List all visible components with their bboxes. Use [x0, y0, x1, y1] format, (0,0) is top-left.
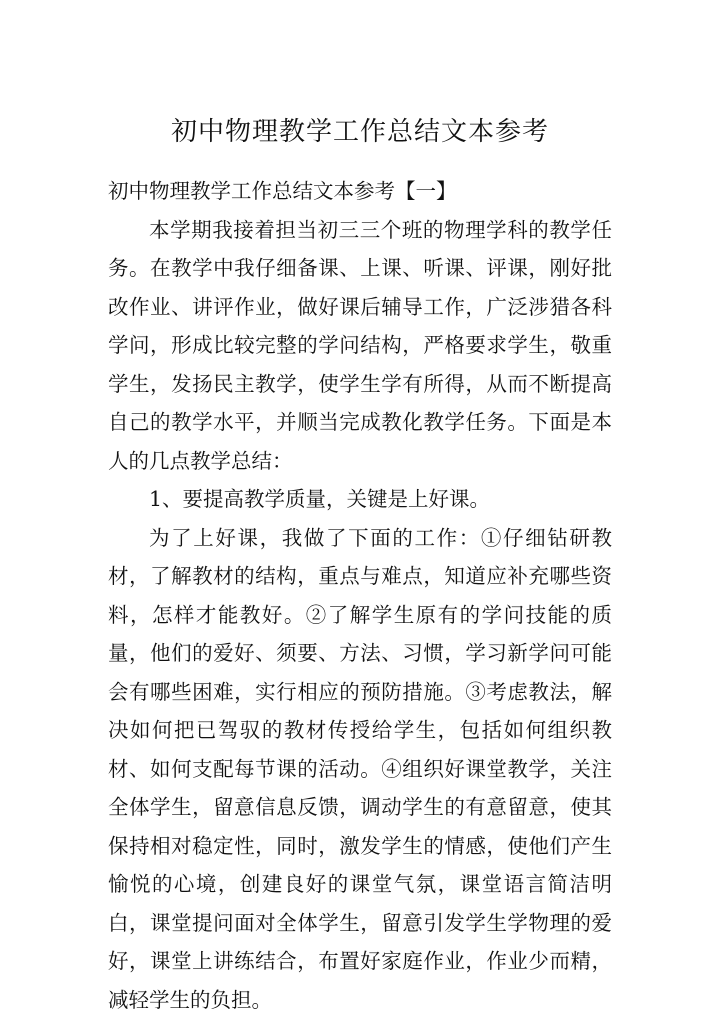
section-heading: 初中物理教学工作总结文本参考【一】: [108, 172, 612, 211]
paragraph-work-details: 为了上好课，我做了下面的工作：①仔细钻研教材，了解教材的结构，重点与难点，知道应补充哪些资料，怎样才能教好。②了解学生原有的学问技能的质量，他们的爱好、须要、方法、习惯，学习新学问可能会有哪些困难，实行相应的预防措施。③考虑教法，解决如何把已驾驭的教材传授给学生，包括如何组织教材、如何支配每节课的活动。④组织好课堂教学，关注全体学生，留意信息反馈，调动学生的有意留意，使其保持相对稳定性，同时，激发学生的情感，使他们产生愉悦的心境，创建良好的课堂气氛，课堂语言简洁明白，课堂提问面对全体学生，留意引发学生学物理的爱好，课堂上讲练结合，布置好家庭作业，作业少而精，减轻学生的负担。: [108, 519, 612, 1019]
paragraph-intro: 本学期我接着担当初三三个班的物理学科的教学任务。在教学中我仔细备课、上课、听课、评课，刚好批改作业、讲评作业，做好课后辅导工作，广泛涉猎各科学问，形成比较完整的学问结构，严格要求学生，敬重学生，发扬民主教学，使学生学有所得，从而不断提高自己的教学水平，并顺当完成教化教学任务。下面是本人的几点教学总结：: [108, 211, 612, 481]
document-title: 初中物理教学工作总结文本参考: [0, 112, 720, 152]
document-body: [108, 172, 612, 1019]
paragraph-point-1: 1、要提高教学质量，关键是上好课。: [108, 480, 612, 519]
